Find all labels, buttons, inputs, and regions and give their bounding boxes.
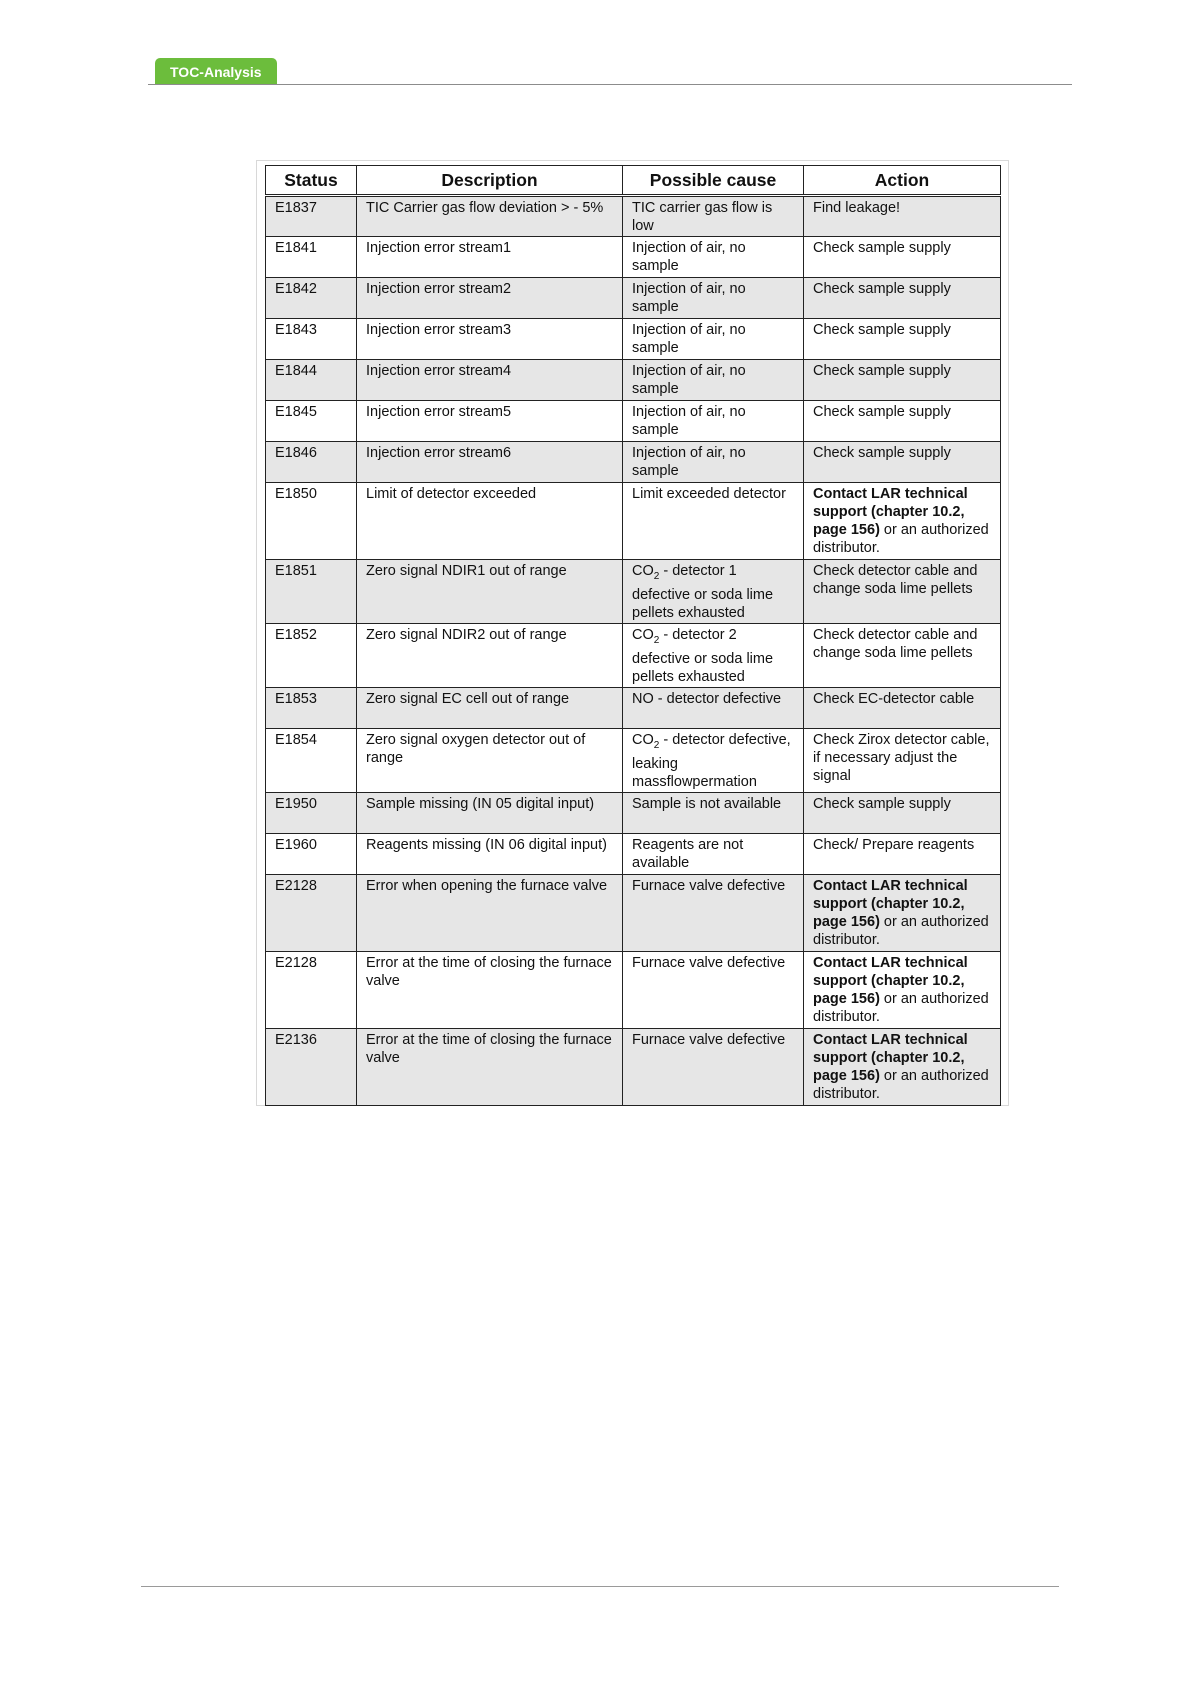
co2-formula: $CO_2$ bbox=[632, 626, 660, 646]
action-cell bbox=[804, 483, 1001, 560]
status-cell: E1842 bbox=[266, 278, 357, 319]
status-cell: E1851 bbox=[266, 560, 357, 624]
table-row bbox=[266, 237, 1001, 278]
action-tail-text: or an authorized distributor. bbox=[813, 522, 989, 556]
status-cell: E1844 bbox=[266, 360, 357, 401]
cause-cell bbox=[623, 623, 804, 687]
table-row bbox=[266, 401, 1001, 442]
status-cell: E1854 bbox=[266, 728, 357, 792]
action-tail-text: or an authorized distributor. bbox=[813, 913, 989, 948]
table-row bbox=[266, 874, 1001, 951]
table-row bbox=[266, 278, 1001, 319]
status-cell: E2128 bbox=[266, 874, 357, 951]
status-cell: E1837 bbox=[266, 196, 357, 237]
description-cell: Zero signal NDIR2 out of range bbox=[357, 623, 623, 687]
cause-cell: Injection of air, no sample bbox=[623, 319, 804, 360]
status-cell: E1852 bbox=[266, 623, 357, 687]
status-cell: E2128 bbox=[266, 951, 357, 1028]
status-cell: E1841 bbox=[266, 237, 357, 278]
action-cell: Check/ Prepare reagents bbox=[804, 833, 1001, 874]
column-header-possible-cause: Possible cause bbox=[623, 166, 804, 196]
cause-cell: Furnace valve defective bbox=[623, 1028, 804, 1105]
action-cell bbox=[804, 951, 1001, 1028]
description-cell: Injection error stream2 bbox=[357, 278, 623, 319]
footer-rule bbox=[141, 1586, 1059, 1587]
cause-cell: Furnace valve defective bbox=[623, 951, 804, 1028]
cause-cell: Injection of air, no sample bbox=[623, 237, 804, 278]
table-row bbox=[266, 560, 1001, 624]
table-row bbox=[266, 951, 1001, 1028]
table-row bbox=[266, 687, 1001, 728]
description-cell: Sample missing (IN 05 digital input) bbox=[357, 792, 623, 833]
cause-cell: Furnace valve defective bbox=[623, 874, 804, 951]
description-cell: Injection error stream1 bbox=[357, 237, 623, 278]
description-cell: Zero signal EC cell out of range bbox=[357, 687, 623, 728]
status-cell: E1853 bbox=[266, 687, 357, 728]
description-cell: Error at the time of closing the furnace valve bbox=[357, 1028, 623, 1105]
action-cell bbox=[804, 1028, 1001, 1105]
error-table bbox=[265, 165, 1001, 1106]
table-row bbox=[266, 360, 1001, 401]
cause-cell: Sample is not available bbox=[623, 792, 804, 833]
description-cell: TIC Carrier gas flow deviation > - 5% bbox=[357, 196, 623, 237]
column-header-description: Description bbox=[357, 166, 623, 196]
table-row bbox=[266, 728, 1001, 792]
cause-cell: Injection of air, no sample bbox=[623, 401, 804, 442]
cause-text: - detector 1 defective or soda lime pellets exhausted bbox=[632, 563, 774, 621]
action-cell: Find leakage! bbox=[804, 196, 1001, 237]
action-cell: Check sample supply bbox=[804, 319, 1001, 360]
description-cell: Limit of detector exceeded bbox=[357, 483, 623, 560]
action-cell: Check Zirox detector cable, if necessary adjust the signal bbox=[804, 728, 1001, 792]
action-contact-text: Contact LAR technical support (chapter 10.2, page 156) bbox=[813, 954, 968, 1007]
cause-cell bbox=[623, 560, 804, 624]
table-row bbox=[266, 319, 1001, 360]
action-cell bbox=[804, 874, 1001, 951]
table-row bbox=[266, 1028, 1001, 1105]
cause-cell: TIC carrier gas flow is low bbox=[623, 196, 804, 237]
description-cell: Injection error stream6 bbox=[357, 442, 623, 483]
action-contact-text: Contact LAR technical support (chapter 10.2, page 156) bbox=[813, 1031, 968, 1084]
description-cell: Error when opening the furnace valve bbox=[357, 874, 623, 951]
header-tab: TOC-Analysis bbox=[155, 58, 277, 84]
cause-cell: Limit exceeded detector bbox=[623, 483, 804, 560]
action-cell: Check sample supply bbox=[804, 792, 1001, 833]
co2-formula: $CO_2$ bbox=[632, 731, 660, 751]
cause-cell: Injection of air, no sample bbox=[623, 278, 804, 319]
description-cell: Zero signal oxygen detector out of range bbox=[357, 728, 623, 792]
status-cell: E1960 bbox=[266, 833, 357, 874]
table-header-row bbox=[266, 166, 1001, 196]
cause-cell: Reagents are not available bbox=[623, 833, 804, 874]
cause-cell: NO - detector defective bbox=[623, 687, 804, 728]
action-cell: Check sample supply bbox=[804, 278, 1001, 319]
action-tail-text: or an authorized distributor. bbox=[813, 990, 989, 1025]
status-cell: E1950 bbox=[266, 792, 357, 833]
table-row bbox=[266, 833, 1001, 874]
table-row bbox=[266, 196, 1001, 237]
description-cell: Zero signal NDIR1 out of range bbox=[357, 560, 623, 624]
table-row bbox=[266, 442, 1001, 483]
column-header-status: Status bbox=[266, 166, 357, 196]
table-row bbox=[266, 483, 1001, 560]
description-cell: Reagents missing (IN 06 digital input) bbox=[357, 833, 623, 874]
status-cell: E1845 bbox=[266, 401, 357, 442]
description-cell: Injection error stream4 bbox=[357, 360, 623, 401]
action-contact-text: Contact LAR technical support (chapter 10.2, page 156) bbox=[813, 486, 968, 538]
status-cell: E1843 bbox=[266, 319, 357, 360]
action-cell: Check sample supply bbox=[804, 360, 1001, 401]
status-cell: E2136 bbox=[266, 1028, 357, 1105]
action-tail-text: or an authorized distributor. bbox=[813, 1067, 989, 1102]
column-header-action: Action bbox=[804, 166, 1001, 196]
co2-formula: $CO_2$ bbox=[632, 563, 660, 582]
action-cell: Check detector cable and change soda lime pellets bbox=[804, 560, 1001, 624]
description-cell: Error at the time of closing the furnace valve bbox=[357, 951, 623, 1028]
description-cell: Injection error stream5 bbox=[357, 401, 623, 442]
description-cell: Injection error stream3 bbox=[357, 319, 623, 360]
action-cell: Check sample supply bbox=[804, 401, 1001, 442]
cause-text: - detector 2 defective or soda lime pellets exhausted bbox=[632, 626, 774, 685]
status-cell: E1850 bbox=[266, 483, 357, 560]
action-cell: Check sample supply bbox=[804, 237, 1001, 278]
cause-cell: Injection of air, no sample bbox=[623, 360, 804, 401]
cause-text: - detector defective, leaking massflowpermation bbox=[632, 731, 791, 790]
table-row bbox=[266, 623, 1001, 687]
table-row bbox=[266, 792, 1001, 833]
action-cell: Check EC-detector cable bbox=[804, 687, 1001, 728]
header-rule bbox=[148, 84, 1072, 85]
cause-cell: Injection of air, no sample bbox=[623, 442, 804, 483]
cause-cell bbox=[623, 728, 804, 792]
action-contact-text: Contact LAR technical support (chapter 10.2, page 156) bbox=[813, 877, 968, 930]
action-cell: Check sample supply bbox=[804, 442, 1001, 483]
action-cell: Check detector cable and change soda lime pellets bbox=[804, 623, 1001, 687]
status-cell: E1846 bbox=[266, 442, 357, 483]
